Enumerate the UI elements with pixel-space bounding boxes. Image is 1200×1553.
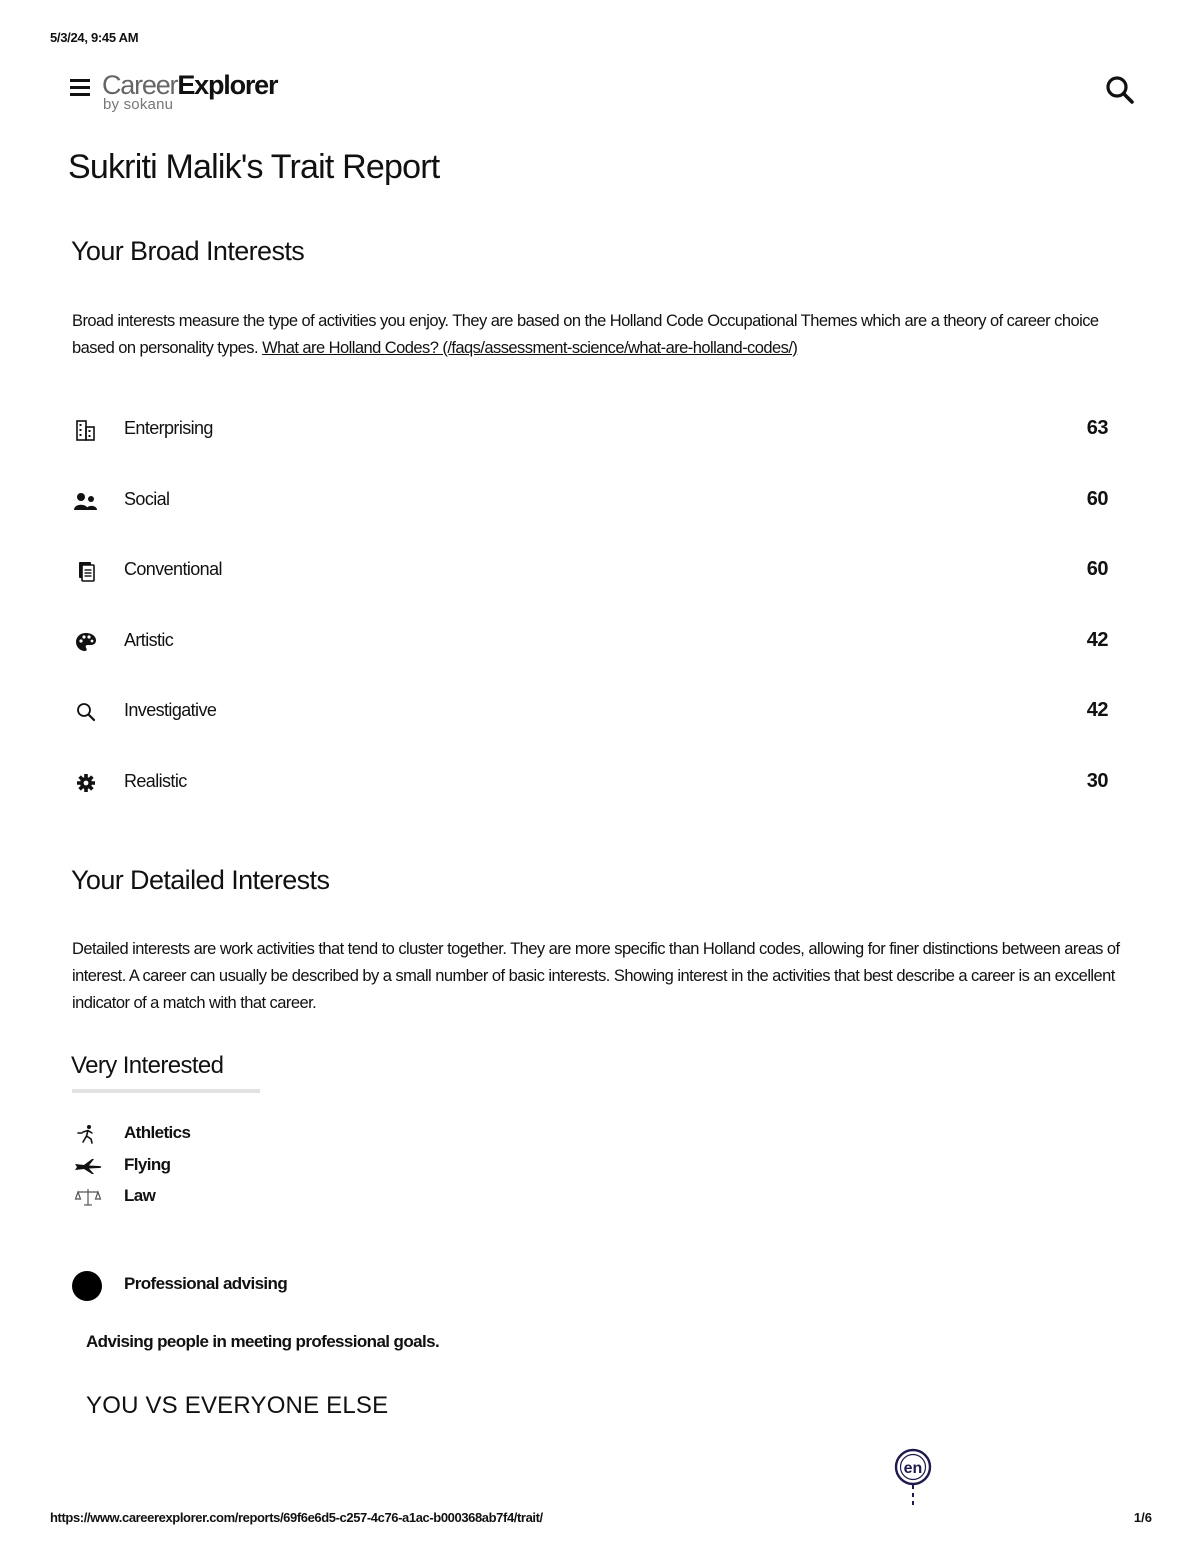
logo-subtitle: by sokanu	[103, 96, 174, 113]
logo-text-explorer: Explorer	[177, 70, 278, 100]
interest-name: Investigative	[124, 700, 217, 720]
interest-score: 63	[1086, 417, 1108, 439]
interest-name: Conventional	[124, 559, 222, 579]
broad-interest-row-enterprising	[72, 415, 1112, 445]
featured-interest-description: Advising people in meeting professional goals.	[86, 1332, 440, 1351]
language-badge-icon[interactable]	[894, 1448, 932, 1508]
runner-icon	[74, 1124, 102, 1144]
print-header-datetime: 5/3/24, 9:45 AM	[50, 30, 139, 45]
logo-text-career: Career	[102, 70, 178, 100]
magnifier-icon	[74, 701, 98, 723]
detailed-interest-athletics	[72, 1122, 472, 1146]
detailed-interests-description: Detailed interests are work activities that tend to cluster together. They are more specific than Holland codes, allowing for finer distinctions between areas of interest. A career can usually be described by a small number of basic interests. Showing interest in the activities that best describe a career is an excellent indicator of a match with that career.	[72, 940, 1120, 1012]
detailed-interest-name: Flying	[124, 1155, 171, 1174]
detailed-interest-flying	[72, 1154, 472, 1178]
print-footer-url: https://www.careerexplorer.com/reports/69f6e6d5-c257-4c76-a1ac-b000368ab7f4/trait/	[50, 1510, 543, 1525]
print-footer-page-number: 1/6	[1133, 1510, 1152, 1525]
top-navigation-bar	[68, 68, 1136, 118]
featured-interest-name: Professional advising	[124, 1274, 288, 1293]
hamburger-icon[interactable]	[70, 79, 90, 97]
interest-score: 42	[1086, 629, 1108, 651]
comparison-title: YOU VS EVERYONE ELSE	[86, 1392, 389, 1419]
page-title: Sukriti Malik's Trait Report	[68, 148, 440, 186]
building-icon	[74, 419, 98, 441]
gear-icon	[74, 772, 98, 794]
scales-icon	[74, 1187, 102, 1207]
broad-interests-description	[72, 308, 1132, 362]
people-icon	[74, 490, 98, 512]
detailed-interests-title: Your Detailed Interests	[71, 865, 330, 895]
interest-name: Realistic	[124, 771, 187, 791]
very-interested-underline	[72, 1089, 260, 1093]
broad-interest-row-artistic	[72, 627, 1112, 657]
interest-score: 30	[1086, 770, 1108, 792]
broad-interest-row-realistic	[72, 768, 1112, 798]
interest-score: 60	[1086, 488, 1108, 510]
detailed-interest-name: Law	[124, 1186, 156, 1205]
broad-interest-row-conventional	[72, 556, 1112, 586]
broad-interest-row-investigative	[72, 697, 1112, 727]
very-interested-title: Very Interested	[71, 1052, 224, 1079]
files-icon	[74, 560, 98, 582]
holland-codes-link[interactable]: What are Holland Codes? (/faqs/assessment-science/what-are-holland-codes/)	[262, 339, 798, 357]
broad-description-text: Broad interests measure the type of activities you enjoy. They are based on the Holland Code Occupational Themes which are a theory of career choice based on personality types.	[72, 312, 1099, 357]
interest-score: 60	[1086, 558, 1108, 580]
palette-icon	[74, 631, 98, 653]
broad-interest-row-social	[72, 486, 1112, 516]
interest-score: 42	[1086, 699, 1108, 721]
interest-name: Enterprising	[124, 418, 213, 438]
interest-name: Artistic	[124, 630, 174, 650]
detailed-interest-law	[72, 1185, 472, 1209]
airplane-icon	[74, 1156, 102, 1176]
search-icon[interactable]	[1104, 74, 1136, 106]
broad-interests-title: Your Broad Interests	[71, 236, 305, 266]
professional-advising-icon	[72, 1271, 102, 1301]
career-explorer-logo[interactable]	[102, 70, 278, 113]
interest-name: Social	[124, 489, 170, 509]
detailed-interest-name: Athletics	[124, 1123, 191, 1142]
language-badge-label: en	[903, 1460, 923, 1477]
